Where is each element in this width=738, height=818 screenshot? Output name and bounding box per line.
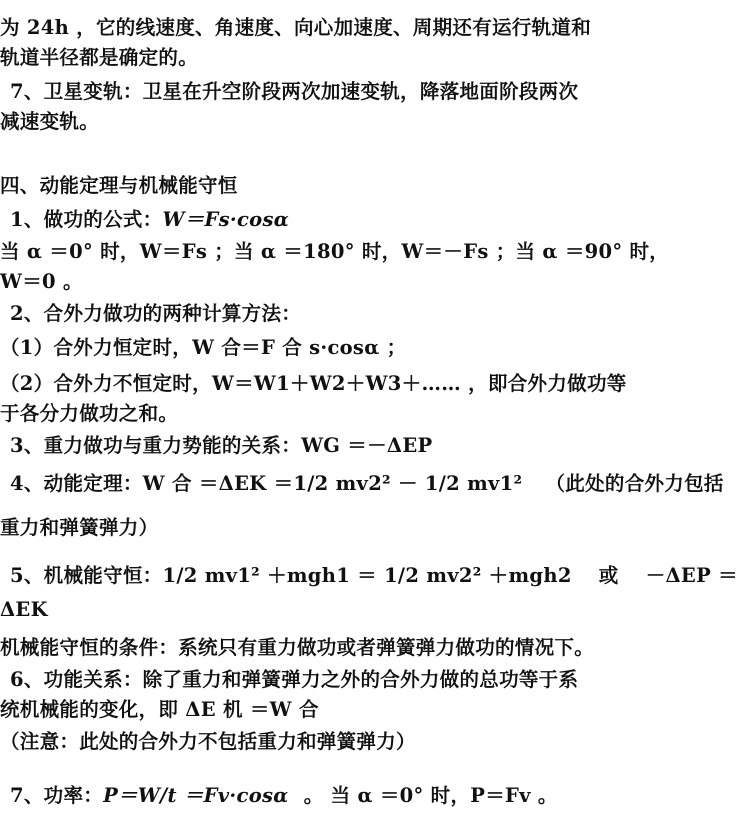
work-formula: W＝Fs·cosα — [162, 208, 290, 231]
text-line-orbit-radius: 轨道半径都是确定的。 — [0, 46, 199, 69]
text-line-conservation-condition: 机械能守恒的条件：系统只有重力做功或者弹簧弹力做功的情况下。 — [0, 636, 595, 659]
conservation-alt-formula: －ΔEP ＝ — [645, 564, 738, 587]
or-word: 或 — [598, 564, 619, 587]
item-gravity-work: 3、重力做功与重力势能的关系：WG ＝－ΔEP — [10, 434, 433, 457]
power-condition: 。 当 α ＝0° 时，P＝Fv 。 — [303, 784, 558, 807]
text-line-orbit-change-cont: 减速变轨。 — [0, 110, 100, 133]
text-line-constant-force: （1）合外力恒定时，W 合＝F 合 s·cosα ； — [0, 336, 407, 359]
item-label: 7、功率： — [10, 784, 104, 807]
formula-note: （此处的合外力包括 — [545, 472, 724, 495]
section-heading: 四、动能定理与机械能守恒 — [0, 174, 238, 197]
item-kinetic-energy-theorem — [10, 468, 724, 496]
item-power — [10, 780, 558, 808]
item-work-formula — [10, 204, 289, 232]
item-label: 1、做功的公式： — [10, 208, 163, 231]
item-energy-conservation — [10, 560, 738, 588]
text-line-note-cont: 重力和弹簧弹力） — [0, 516, 159, 539]
text-line-conservation-cont: ΔEK — [0, 598, 48, 621]
item-work-energy-relation: 6、功能关系：除了重力和弹簧弹力之外的合外力做的总功等于系 — [10, 668, 579, 691]
text-line-work-energy-cont: 统机械能的变化，即 ΔE 机 ＝W 合 — [0, 698, 319, 721]
text-line-satellite-period: 为 24h ，它的线速度、角速度、向心加速度、周期还有运行轨道和 — [0, 16, 591, 39]
text-line-angle-cases-cont: W＝0 。 — [0, 270, 83, 293]
power-formula: P＝W/t ＝Fv·cosα — [103, 784, 289, 807]
text-line-angle-cases: 当 α ＝0° 时，W＝Fs ；当 α ＝180° 时，W＝－Fs ；当 α ＝90° 时， — [0, 240, 670, 263]
text-line-orbit-change: 7、卫星变轨：卫星在升空阶段两次加速变轨，降落地面阶段两次 — [10, 80, 579, 103]
conservation-formula: 1/2 mv1² ＋mgh1 ＝ 1/2 mv2² ＋mgh2 — [162, 564, 572, 587]
item-label: 4、动能定理： — [10, 472, 143, 495]
item-label: 5、机械能守恒： — [10, 564, 163, 587]
item-net-work-methods: 2、合外力做功的两种计算方法： — [10, 302, 302, 325]
text-line-variable-force-cont: 于各分力做功之和。 — [0, 402, 179, 425]
kinetic-energy-formula: W 合 ＝ΔEK ＝1/2 mv2² － 1/2 mv1² — [142, 472, 523, 495]
text-line-variable-force: （2）合外力不恒定时，W＝W1＋W2＋W3＋…… ，即合外力做功等 — [0, 372, 627, 395]
text-line-note: （注意：此处的合外力不包括重力和弹簧弹力） — [0, 730, 416, 753]
